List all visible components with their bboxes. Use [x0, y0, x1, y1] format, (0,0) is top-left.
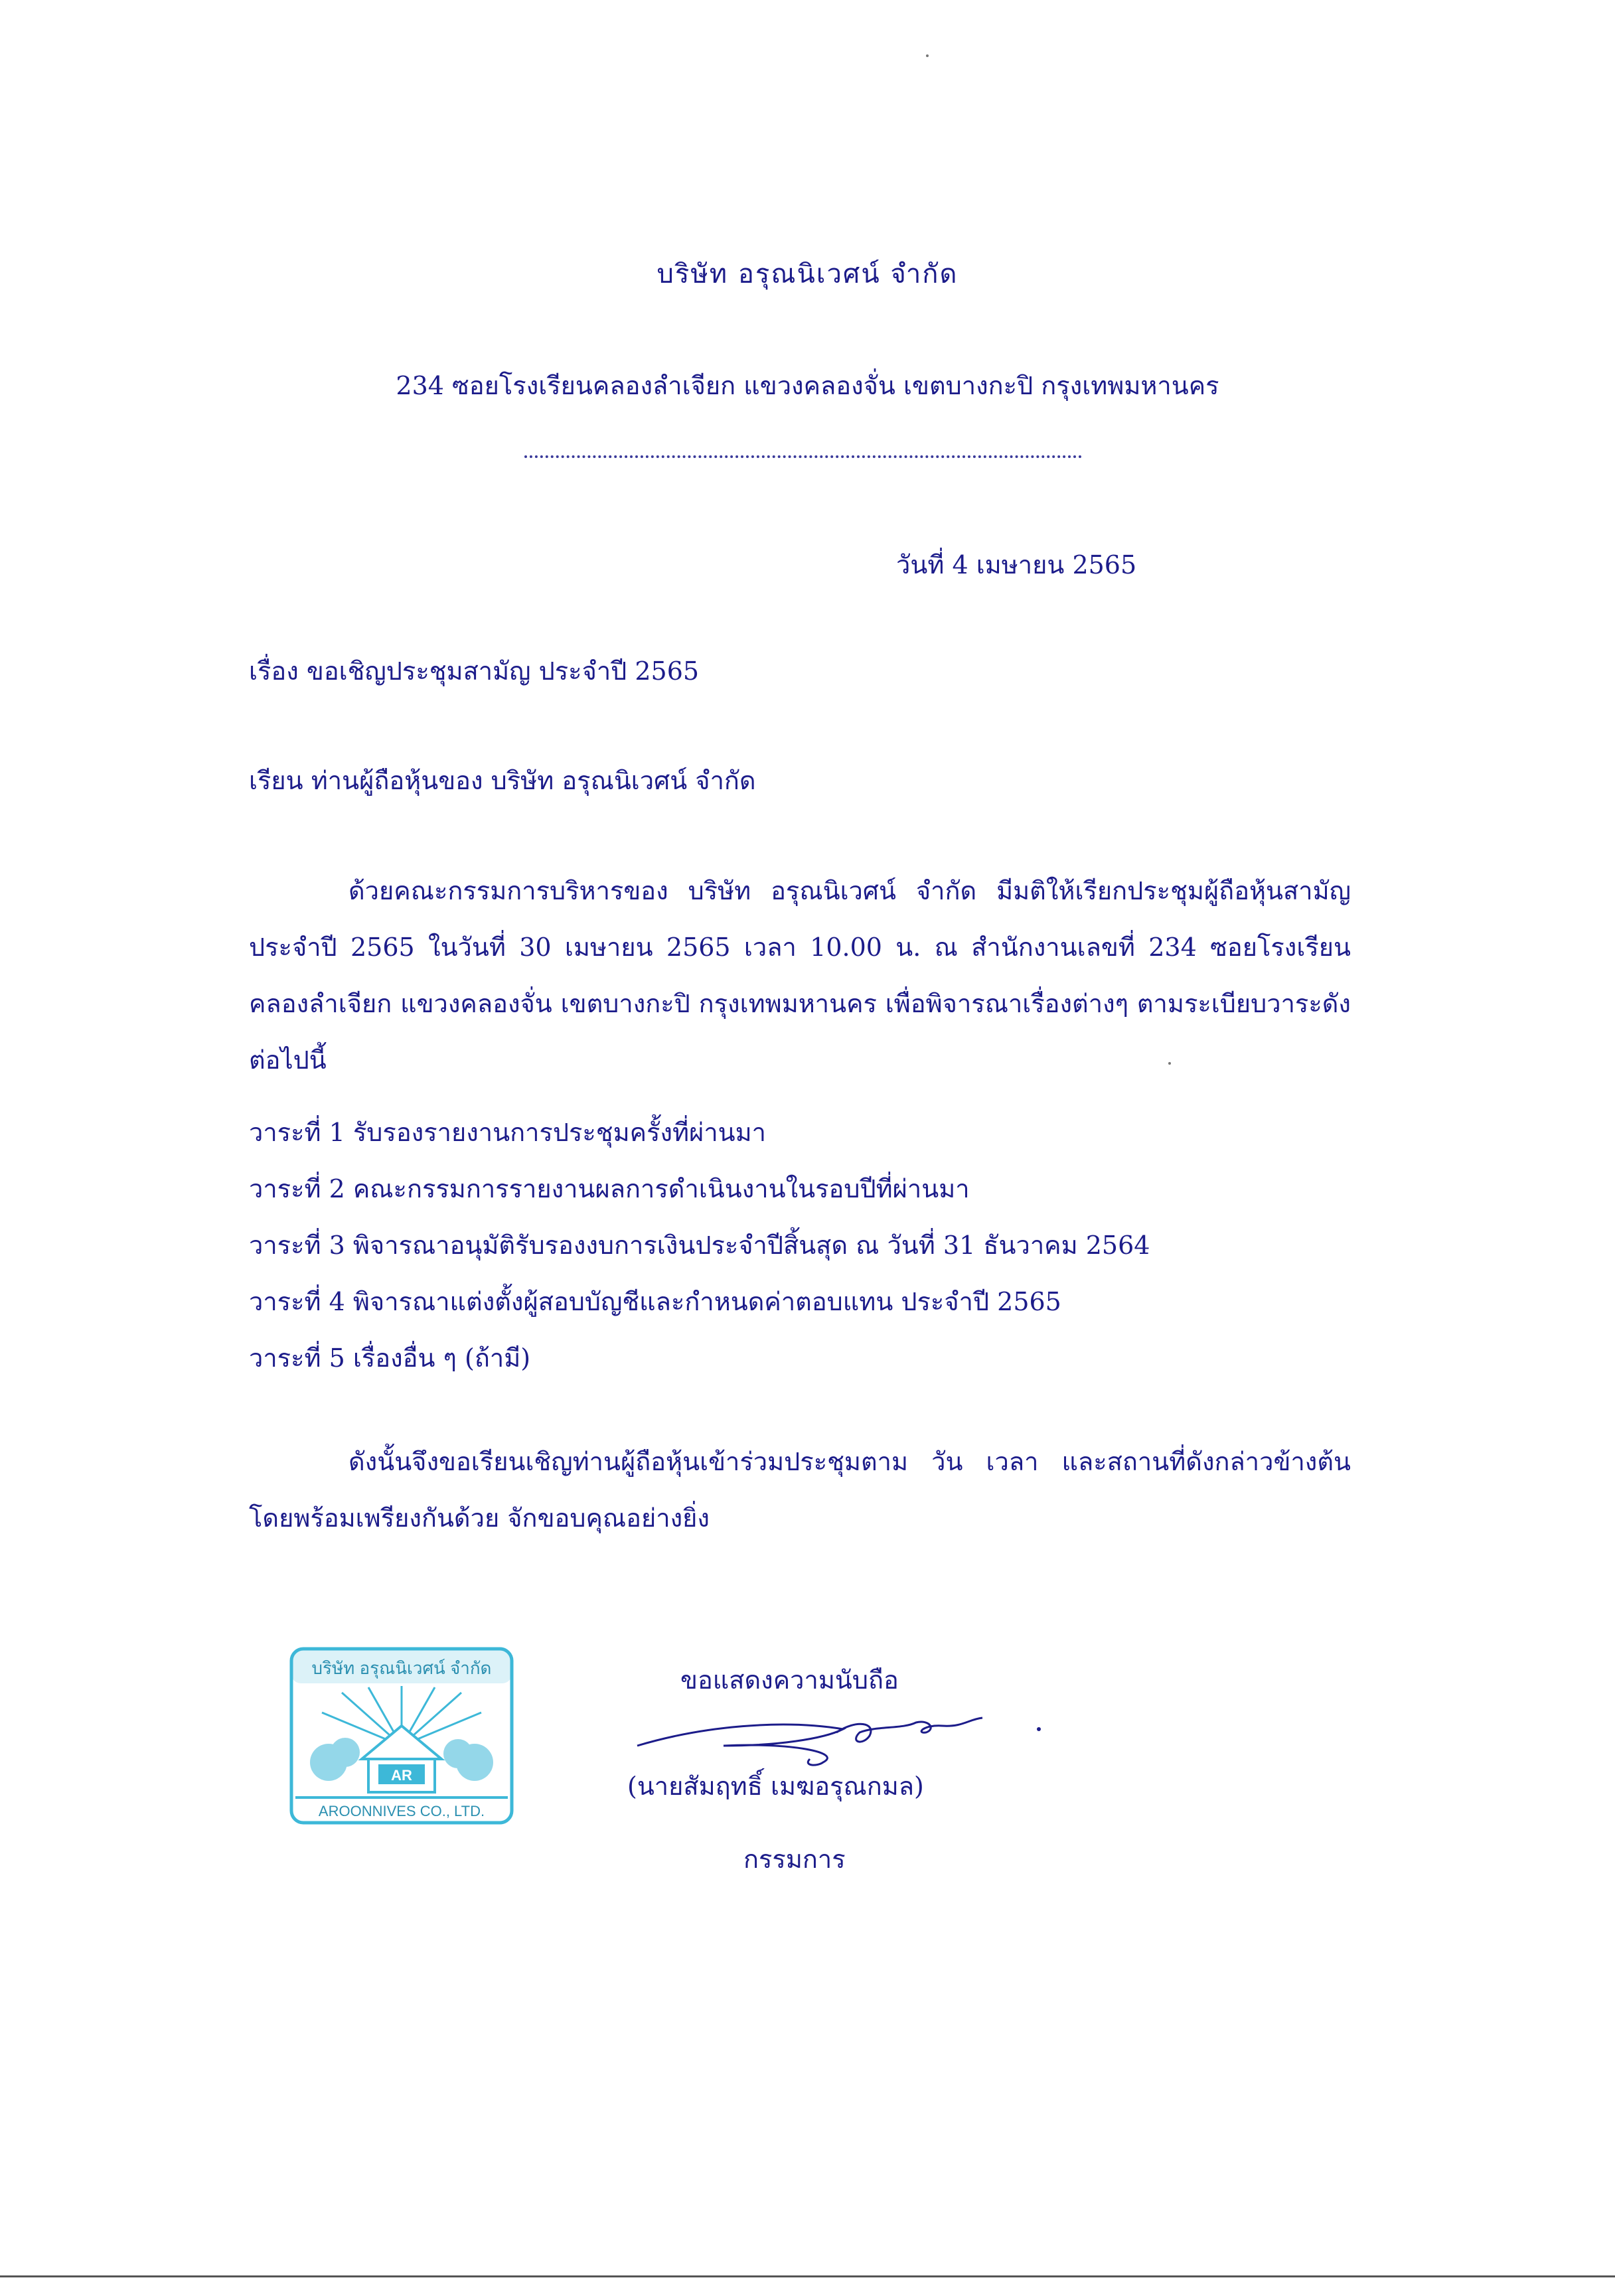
stamp-top-text: บริษัท อรุณนิเวศน์ จำกัด — [311, 1658, 492, 1678]
agenda-item-5: วาระที่ 5 เรื่องอื่น ๆ (ถ้ามี) — [249, 1343, 531, 1373]
signer-name: (นายสัมฤทธิ์ เมฆอรุณกมล) — [627, 1772, 924, 1801]
signature-closing: ขอแสดงความนับถือ — [680, 1665, 899, 1695]
company-name: บริษัท อรุณนิเวศน์ จำกัด — [656, 259, 959, 289]
company-address: 234 ซอยโรงเรียนคลองลำเจียก แขวงคลองจั่น เขตบางกะปิ กรุงเทพมหานคร — [396, 371, 1219, 400]
bottom-edge-line — [0, 2275, 1615, 2277]
stamp-bottom-text: AROONNIVES CO., LTD. — [318, 1803, 485, 1819]
agenda-item-4: วาระที่ 4 พิจารณาแต่งตั้งผู้สอบบัญชีและกำหนดค่าตอบแทน ประจำปี 2565 — [249, 1287, 1061, 1316]
scan-speck — [926, 54, 929, 57]
letter-recipient: เรียน ท่านผู้ถือหุ้นของ บริษัท อรุณนิเวศน์ จำกัด — [249, 766, 756, 795]
house-icon — [362, 1726, 441, 1792]
closing-paragraph: ดังนั้นจึงขอเรียนเชิญท่านผู้ถือหุ้นเข้าร่วมประชุมตาม วัน เวลา และสถานที่ดังกล่าวข้างต้น โดยพร้อมเพรียงกันด้วย จักขอบคุณอย่างยิ่ง — [249, 1447, 1351, 1533]
intro-paragraph: ด้วยคณะกรรมการบริหารของ บริษัท อรุณนิเวศน์ จำกัด มีมติให้เรียกประชุมผู้ถือหุ้นสามัญประจำปี 2565 ในวันที่ 30 เมษายน 2565 เวลา 10.00 น. ณ สำนักงานเลขที่ 234 ซอยโรงเรียนคลองลำเจียก แขวงคลองจั่น เขตบางกะปิ กรุงเทพมหานคร เพื่อพิจารณาเรื่องต่างๆ ตามระเบียบวาระดังต่อไปนี้ — [249, 876, 1351, 1075]
stamp-logo-text: AR — [391, 1767, 412, 1784]
scan-speck — [1168, 1062, 1171, 1065]
agenda-item-3: วาระที่ 3 พิจารณาอนุมัติรับรองงบการเงินประจำปีสิ้นสุด ณ วันที่ 31 ธันวาคม 2564 — [249, 1231, 1150, 1260]
handwritten-signature — [624, 1693, 1049, 1772]
letter-subject: เรื่อง ขอเชิญประชุมสามัญ ประจำปี 2565 — [249, 656, 700, 686]
letter-date: วันที่ 4 เมษายน 2565 — [896, 550, 1137, 579]
signer-title: กรรมการ — [743, 1845, 846, 1874]
company-stamp — [289, 1646, 514, 1825]
agenda-item-2: วาระที่ 2 คณะกรรมการรายงานผลการดำเนินงานในรอบปีที่ผ่านมา — [249, 1174, 970, 1203]
agenda-item-1: วาระที่ 1 รับรองรายงานการประชุมครั้งที่ผ่านมา — [249, 1118, 767, 1147]
dotted-divider — [524, 455, 1082, 458]
